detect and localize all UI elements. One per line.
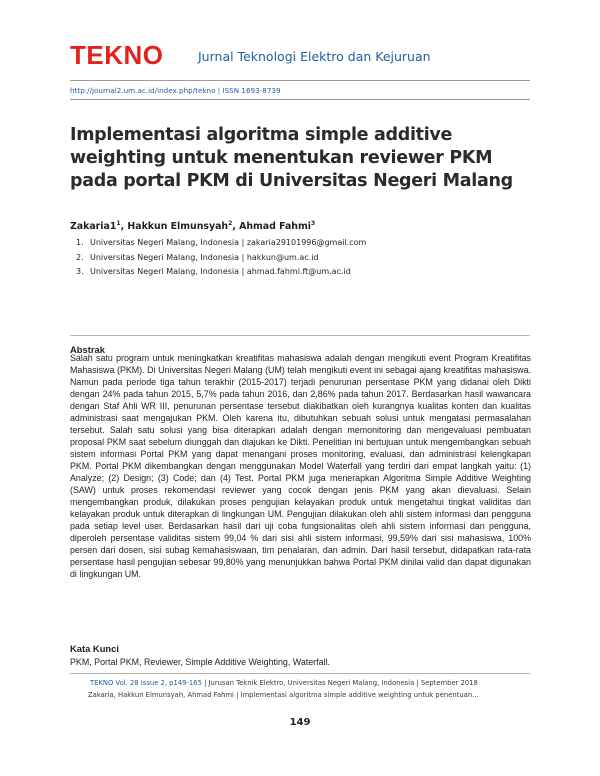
author-separator: , (120, 221, 128, 233)
keywords-heading: Kata Kunci (70, 643, 119, 654)
author-separator: , (232, 221, 240, 233)
keywords-divider (70, 673, 530, 674)
header-divider-top (70, 80, 530, 81)
affiliation-item (76, 251, 366, 266)
author-affiliation-mark: 1 (116, 220, 121, 227)
running-head: Zakaria, Hakkun Elmunsyah, Ahmad Fahmi | Implementasi algoritma simple additive weighting untuk penentuan... (88, 691, 479, 699)
affiliation-item (76, 265, 366, 280)
footer-journal-ref: TEKNO Vol. 28 Issue 2, p149-165 (90, 679, 202, 687)
author-name: Hakkun Elmunsyah (127, 221, 229, 233)
abstract-text: Salah satu program untuk meningkatkan kreatifitas mahasiswa adalah dengan mengikuti event Program Kreatifitas Mahasiswa (PKM). Di Universitas Negeri Malang (UM) telah mengikuti event ini sebagai ajang kreatifitas mahasiswa. Namun pada periode tiga tahun terakhir (2015-2017) terjadi penurunan persentase PKM yang didanai oleh Dikti dengan 24% pada tahun 2015, 5,7% pada tahun 2016, dan 2,86% pada tahun 2017. Berdasarkan hasil wawancara dengan Staf Ahli WR III, penurunan persentase tersebut diakibatkan oleh kurangnya kualitas konten dan kualitas administrasi saat mengajukan PKM. Oleh karena itu, dibutuhkan sebuah solusi untuk mengatasi permasalahan tersebut. Salah satu solusi yang bisa diterapkan adalah dengan memonitoring dan mengevaluasi pembuatan proposal PKM saat sebelum diunggah dan diajukan ke Dikti. Penelitian ini bertujuan untuk mengembangkan sebuah sistem informasi Portal PKM yang dapat menangani proses monitoring, evaluasi, dan administrasi kelengkapan PKM. Portal PKM dikembangkan dengan menggunakan Model Waterfall yang terdiri dari empat langkah yaitu: (1) Analyze; (2) Design; (3) Code; dan (4) Test. Portal PKM juga menerapkan Algoritma Simple Additive Weighting (SAW) untuk proses rekomendasi reviewer yang cocok dengan jenis PKM yang akan dievaluasi. Selain mengembangkan produk, dilakukan proses pengujian kelayakan produk untuk mengetahui tingkat validitas dan kelayakan produk untuk diterapkan di lingkungan UM. Pengujian dilakukan oleh ahli sistem informasi dan pengguna pada setiap level user. Berdasarkan hasil dari uji coba fungsionalitas oleh ahli sistem informasi dan pengguna, diperoleh persentase validitas sistem 99,04 % dari sisi ahli sistem informasi, 99,59% dari sisi mahasiswa, 100% persen dari dosen, sisi subag kemahasiswaan, tim penalaran, dan admin. Dari hasil tersebut, didapatkan rata-rata persentase hasil pengujian sebesar 99,80% yang menunjukkan bahwa Portal PKM dinilai valid dan dapat digunakan di lingkungan UM. (70, 353, 531, 579)
author-affiliation-mark: 2 (228, 220, 233, 227)
affiliation-text: Universitas Negeri Malang, Indonesia | ahmad.fahmi.ft@um.ac.id (90, 267, 351, 276)
affiliation-number: 1. (76, 238, 84, 247)
abstract-heading: Abstrak (70, 344, 105, 355)
affiliation-number: 2. (76, 252, 84, 262)
keywords-text: PKM, Portal PKM, Reviewer, Simple Additive Weighting, Waterfall. (70, 657, 330, 667)
journal-url-line (70, 86, 281, 95)
author-list (70, 220, 315, 232)
affiliation-text: Universitas Negeri Malang, Indonesia | hakkun@um.ac.id (90, 252, 319, 262)
header-divider-bottom (70, 99, 530, 100)
author-name: Ahmad Fahmi (239, 221, 311, 233)
author-name: Zakaria1 (70, 221, 117, 233)
author-affiliation-mark: 3 (310, 220, 316, 227)
affiliation-list (76, 236, 366, 280)
journal-issn: ISSN 1693-8739 (222, 86, 281, 95)
url-separator: | (217, 86, 221, 95)
article-title: Implementasi algoritma simple additive weighting untuk menentukan reviewer PKM pada portal PKM di Universitas Negeri Malang (70, 125, 513, 191)
page-number: 149 (289, 717, 311, 728)
footer-institution: | Jurusan Teknik Elektro, Universitas Negeri Malang, Indonesia | September 2018 (201, 679, 478, 687)
abstract-divider-top (70, 335, 530, 336)
affiliation-item (76, 236, 366, 251)
journal-brand-logo: TEKNO (70, 40, 164, 70)
journal-name: Jurnal Teknologi Elektro dan Kejuruan (198, 49, 431, 64)
journal-footer (90, 679, 478, 687)
journal-url-link[interactable]: http://journal2.um.ac.id/index.php/tekno (70, 86, 216, 95)
affiliation-text: Universitas Negeri Malang, Indonesia | zakaria29101996@gmail.com (90, 238, 367, 247)
affiliation-number: 3. (76, 267, 84, 276)
